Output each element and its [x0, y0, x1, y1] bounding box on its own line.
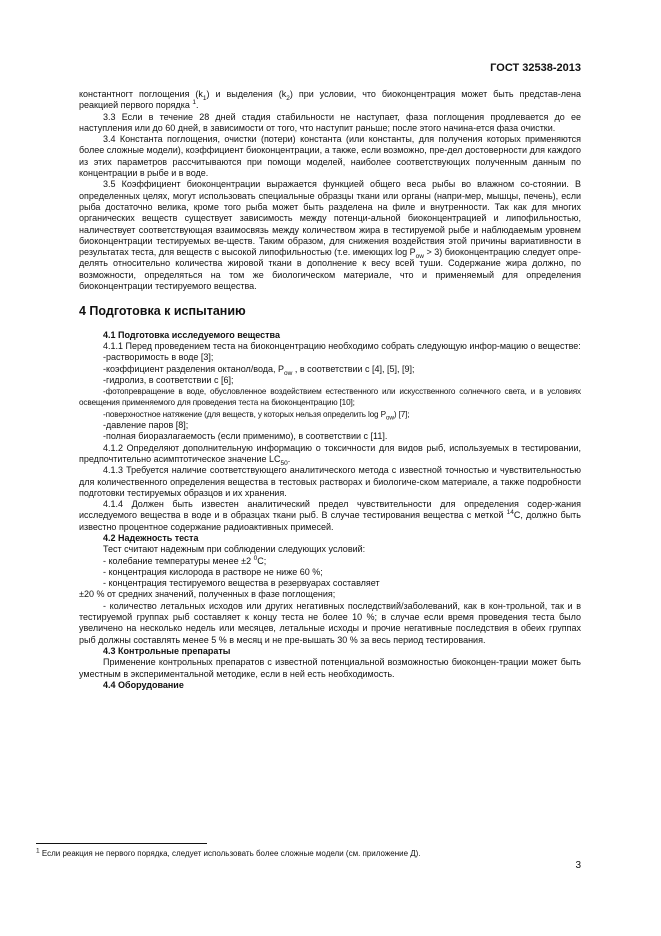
list-item-phototransformation: -фотопревращение в воде, обусловленное воздействием естественного или искусственного солнечного света, и в условиях освещения применяемого для проведения теста на биоконцентрацию [10];: [79, 387, 581, 408]
footnote-ref: 1: [192, 99, 197, 107]
condition-concentration-cont: ±20 % от средних значений, полученных в фазе поглощения;: [79, 589, 336, 600]
subsection-heading-4-4: 4.4 Оборудование: [103, 679, 184, 690]
subsection-heading-4-2: 4.2 Надежность теста: [103, 532, 199, 543]
footnote: $^1$ Если реакция не первого порядка, следует использовать более сложные модели (см. приложение Д).: [36, 847, 421, 858]
document-code: ГОСТ 32538-2013: [490, 62, 581, 74]
paragraph-4-1-3: 4.1.3 Требуется наличие соответствующего аналитического метода с известной точностью и чувствительностью для количественного определения вещества в тестовых растворах и биологиче-ском материале, а также подробности подготовки тестируемых образцов и их хранения.: [79, 465, 581, 498]
subsection-heading-4-1: 4.1 Подготовка исследуемого вещества: [103, 329, 280, 340]
paragraph-4-1-2: 4.1.2 Определяют дополнительную информацию о токсичности для видов рыб, используемых в тестировании, предпочтительно асимптотическое значение $LC_{50}$.: [79, 442, 581, 467]
paragraph-3-4: 3.4 Константа поглощения, очистки (потери) константа (или константы, для получения которых применяются более сложные модели), коэффициент биоконцентрации, а также, если возможно, пре-дел достоверности для каждого из этих параметров рассчитываются при помощи моделей, наиболее соответствующих полученным данным по концентрации в рыбе и в воде.: [79, 134, 581, 179]
condition-concentration: - концентрация тестируемого вещества в резервуарах составляет: [103, 578, 380, 589]
paragraph-4-1-1: 4.1.1 Перед проведением теста на биоконцентрацию необходимо собрать следующую инфор-мацию о веществе:: [103, 340, 581, 351]
paragraph-4-2-intro: Тест считают надежным при соблюдении следующих условий:: [103, 544, 366, 555]
paragraph-3-3: 3.3 Если в течение 28 дней стадия стабильности не наступает, фаза поглощения продлевается до ее наступления или до 60 дней, в зависимости от того, что наступит раньше; после этого начина-ется фаза очистки.: [79, 111, 581, 133]
page-number: 3: [575, 860, 581, 871]
list-item-surface-tension: -поверхностное натяжение (для веществ, у которых нельзя определить $\log P_{ow}$) [7];: [103, 409, 410, 422]
footnote-divider: [36, 843, 207, 844]
page-body: [79, 89, 581, 691]
list-item-hydrolysis: -гидролиз, в соответствии с [6];: [103, 374, 234, 385]
paragraph-uptake-constants: константногт поглощения $(k_1)$ и выделения $(k_2)$ при условии, что биоконцентрация может быть представ-лена реакцией первого порядка $^1$.: [79, 89, 581, 111]
section-heading-4: 4 Подготовка к испытанию: [79, 304, 246, 319]
paragraph-3-5: 3.5 Коэффициент биоконцентрации выражается функцией общего веса рыбы во влажном со-стоянии. В определенных целях, могут использовать специальные образцы ткани или органы (напри-мер, мышцы, печень), если рыба достаточно велика, кроме того рыба может быть разделена на филе и внутренности. Так как для многих органических веществ существует зависимость между потенци-альной биоконцентрацией и липофильностью, наличествует соответствующая взаимосвязь между количеством жира в тестируемой рыбе и наблюдаемым уровнем биоконцентрации тестируемых ве-ществ. Таким образом, для снижения воздействия этой причины вариативности в результатах теста, для веществ с высокой липофильностью (т.е. имеющих $\log P_{ow} > 3$) биоконцентрацию следует опре-делять относительно количества жировой ткани в дополнение к весу всей туши. Содержание жира должно, по возможности, определяться на том же биологическом материале, что и применяемый для определения биоконцентрации тестируемого вещества.: [79, 179, 581, 292]
paragraph-4-3: Применение контрольных препаратов с известной потенциальной возможностью биоконцен-трации может быть уместным в экспериментальной методике, если в ней есть необходимость.: [79, 657, 581, 679]
condition-mortality: - количество летальных исходов или других негативных последствий/заболеваний, как в кон-трольной, так и в тестируемой группах рыб составляет к концу теста не более 10 %; в случае если время проведения теста было увеличено на несколько недель или месяцев, летальные исходы и прочие негативные последствия в обеих группах рыб должны составлять менее 5 % в месяц и не пре-вышать 30 % за весь период тестирования.: [79, 600, 581, 645]
condition-oxygen: - концентрация кислорода в растворе не ниже 60 %;: [103, 566, 323, 577]
list-item-biodegradability: -полная биоразлагаемость (если применимо), в соответствии с [11].: [103, 431, 388, 442]
list-item-partition-coefficient: -коэффициент разделения октанол/вода, $P_{ow}$ , в соответствии с [4], [5], [9];: [103, 363, 415, 377]
subsection-heading-4-3: 4.3 Контрольные препараты: [103, 645, 231, 656]
list-item-solubility: -растворимость в воде [3];: [103, 352, 214, 363]
paragraph-4-1-4: 4.1.4 Должен быть известен аналитический предел чувствительности для определения содер-жания исследуемого вещества в воде и в образцах ткани рыб. В случае тестирования вещества с меткой $^{14}$C, должно быть известно процентное содержание радиоактивных примесей.: [79, 499, 581, 532]
condition-temperature: - колебание температуры менее ±2 $^0$C;: [103, 554, 267, 566]
list-item-vapour-pressure: -давление паров [8];: [103, 420, 189, 431]
